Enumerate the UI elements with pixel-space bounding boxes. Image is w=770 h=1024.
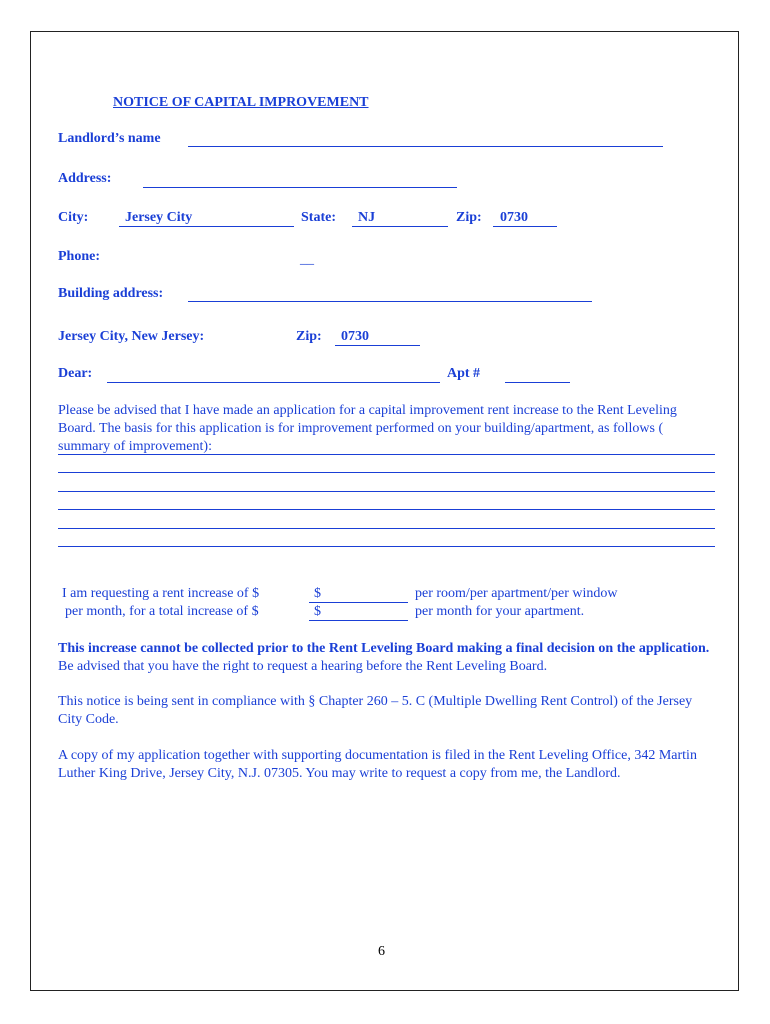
state-field[interactable] xyxy=(352,226,448,227)
phone-label: Phone: xyxy=(58,249,100,264)
increase-line1-label: I am requesting a rent increase of $ xyxy=(62,586,260,601)
copy-paragraph: A copy of my application together with supporting documentation is filed in the Rent Leveling Office, 342 Martin Luther King Drive, Jersey City, N.J. 07305. You may write to request a copy from me, the Landlord. xyxy=(58,748,697,781)
zip-label: Zip: xyxy=(456,210,482,225)
summary-line-4[interactable] xyxy=(58,509,715,510)
collection-notice-rest: Be advised that you have the right to request a hearing before the Rent Leveling Board. xyxy=(58,659,548,674)
address-label: Address: xyxy=(58,171,112,186)
dear-field[interactable] xyxy=(107,382,440,383)
increase-line2-suffix: per month for your apartment. xyxy=(415,604,585,619)
form-title: NOTICE OF CAPITAL IMPROVEMENT xyxy=(113,95,369,110)
collection-notice xyxy=(58,640,718,676)
collection-notice-bold: This increase cannot be collected prior to the Rent Leveling Board making a final decision on the application. xyxy=(58,641,710,656)
zip2-field[interactable] xyxy=(335,345,420,346)
city-label: City: xyxy=(58,210,89,225)
zip2-value: 0730 xyxy=(341,329,369,344)
summary-line-1[interactable] xyxy=(58,454,715,455)
landlord-name-field[interactable] xyxy=(188,146,663,147)
increase-per-unit-field[interactable] xyxy=(309,602,408,603)
summary-line-6[interactable] xyxy=(58,546,715,547)
increase-line1-dollar: $ xyxy=(314,586,321,601)
building-address-field[interactable] xyxy=(188,301,592,302)
apt-label: Apt # xyxy=(447,366,481,381)
jersey-city-label: Jersey City, New Jersey: xyxy=(58,329,205,344)
increase-line2-dollar: $ xyxy=(314,604,321,619)
summary-line-5[interactable] xyxy=(58,528,715,529)
page-number: 6 xyxy=(378,944,385,959)
state-label: State: xyxy=(301,210,336,225)
zip2-label: Zip: xyxy=(296,329,322,344)
application-paragraph: Please be advised that I have made an application for a capital improvement rent increase to the Rent Leveling Board. The basis for this application is for improvement performed on your building/apartment, as follows ( summary of improvement): xyxy=(58,403,677,454)
increase-line1-suffix: per room/per apartment/per window xyxy=(415,586,618,601)
city-field[interactable] xyxy=(119,226,294,227)
dear-label: Dear: xyxy=(58,366,93,381)
address-field[interactable] xyxy=(143,187,457,188)
state-value: NJ xyxy=(358,210,376,225)
document-page xyxy=(30,31,739,991)
landlord-name-label: Landlord’s name xyxy=(58,131,161,146)
city-value: Jersey City xyxy=(125,210,193,225)
increase-total-field[interactable] xyxy=(309,620,408,621)
increase-line2-label: per month, for a total increase of $ xyxy=(65,604,259,619)
zip-value: 0730 xyxy=(500,210,528,225)
building-address-label: Building address: xyxy=(58,286,164,301)
apt-field[interactable] xyxy=(505,382,570,383)
phone-field[interactable]: __ xyxy=(300,252,314,267)
summary-line-3[interactable] xyxy=(58,491,715,492)
compliance-paragraph: This notice is being sent in compliance with § Chapter 260 – 5. C (Multiple Dwelling Rent Control) of the Jersey City Code. xyxy=(58,694,693,727)
summary-line-2[interactable] xyxy=(58,472,715,473)
zip-field[interactable] xyxy=(493,226,557,227)
